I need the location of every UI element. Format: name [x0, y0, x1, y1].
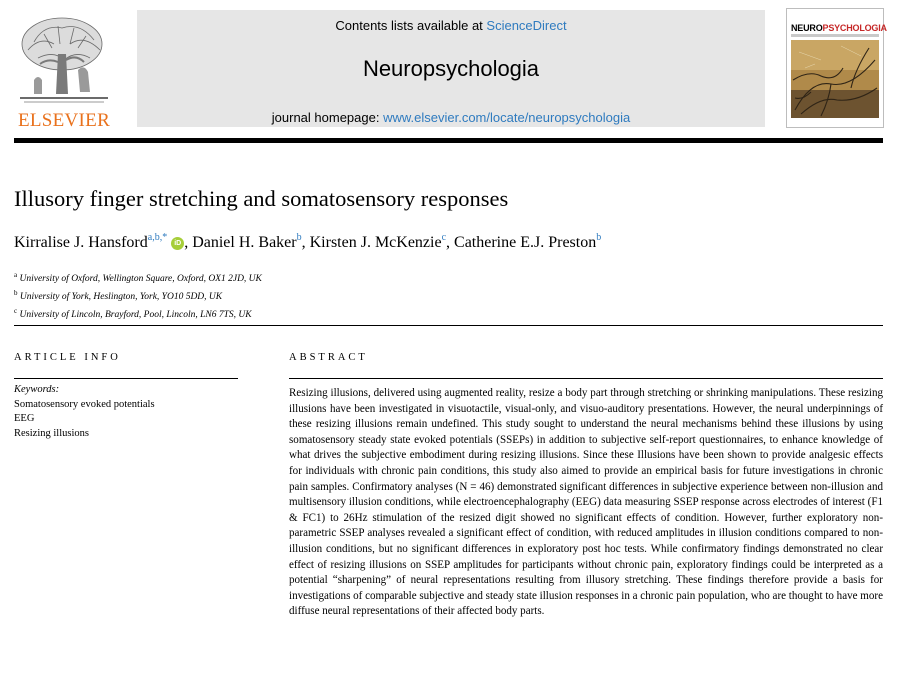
author-name[interactable]: Daniel H. Baker — [192, 234, 297, 251]
affiliation-list — [14, 268, 262, 322]
elsevier-tree-icon — [14, 14, 114, 108]
homepage-line — [137, 110, 765, 125]
article-title: Illusory finger stretching and somatosensory responses — [14, 186, 509, 211]
orcid-icon[interactable]: iD — [171, 237, 184, 250]
keywords-block — [14, 383, 155, 441]
affiliation-marker: a — [14, 271, 18, 279]
affiliation-marker: b — [14, 289, 18, 298]
article-info-rule — [14, 378, 238, 379]
section-rule — [14, 325, 883, 326]
affiliation — [14, 286, 262, 304]
journal-cover[interactable] — [786, 8, 887, 128]
author-affil-marker[interactable]: b — [296, 232, 302, 243]
author-name[interactable]: Catherine E.J. Preston — [454, 234, 597, 251]
affiliation-text: University of Lincoln, Brayford, Pool, Lincoln, LN6 7TS, UK — [19, 310, 252, 321]
journal-banner — [137, 10, 765, 127]
affiliation-text: University of York, Heslington, York, YO10 5DD, UK — [19, 292, 223, 303]
affiliation-marker: c — [14, 307, 18, 316]
header-rule — [14, 138, 883, 143]
cover-image — [791, 40, 879, 118]
elsevier-logo[interactable] — [14, 14, 114, 130]
article-info-heading: ARTICLE INFO — [14, 352, 121, 363]
homepage-prefix: journal homepage: — [271, 110, 384, 125]
affiliation-text: University of Oxford, Wellington Square, Oxford, OX1 2JD, UK — [19, 274, 262, 285]
affiliation — [14, 268, 262, 286]
homepage-link[interactable]: www.elsevier.com/locate/neuropsychologia — [383, 110, 631, 125]
keyword: Resizing illusions — [14, 427, 89, 439]
author-name[interactable]: Kirsten J. McKenzie — [309, 234, 442, 251]
keyword: EEG — [14, 413, 35, 425]
keywords-label: Keywords: — [14, 384, 60, 395]
cover-title-part-b: PSYCHOLOGIA — [822, 23, 887, 33]
author-affil-marker[interactable]: b — [596, 232, 602, 243]
author-affil-marker[interactable]: a,b,* — [147, 232, 168, 243]
contents-line — [137, 18, 765, 33]
author-list: Kirralise J. Hansford$^{a,b,*}$ iD , Daniel H. Baker$^b$, Kirsten J. McKenzie$^c$, Catherine E.J. Preston$^b$ — [14, 232, 602, 251]
keyword: Somatosensory evoked potentials — [14, 398, 155, 410]
author-name[interactable]: Kirralise J. Hansford — [14, 234, 148, 251]
journal-title[interactable]: Neuropsychologia — [362, 56, 540, 81]
abstract-text: Resizing illusions, delivered using augmented reality, resize a body part through stretching or shrinking manipulations. These resizing illusions have been investigated in visuotactile, visual-only, and visuo-auditory presentations. However, the neural underpinnings of these resizing illusions remain undefined. This study sought to understand the neural mechanisms behind these illusions by using somatosensory steady state evoked potentials (SSEPs) in addition to subjective self-report questionnaires, to enhance knowledge of what drives the subjective embodiment during resizing illusions. Since these Illusions have been shown to provide analgesic effects for individuals with chronic pain conditions, this study also aimed to provide an empirical basis for future investigations in chronic pain samples. Confirmatory analyses (N = 46) demonstrated significant differences in subjective experience between non-illusion and multisensory illusion conditions, while electroencephalography (EEG) data measuring SSEP response across electrodes of interest (F1 & FC1) to 26Hz stimulation of the resized digit showed no significant effects of condition. However, further exploratory non-parametric SSEP analyses revealed a significant effect of condition, with reduced amplitudes in illusion conditions compared to non-illusion conditions, but no significant differences in exploratory post hoc tests. While confirmatory findings demonstrated no clear effect of resizing illusions on SSEP amplitudes for participants without chronic pain, exploratory findings could be interpreted as a potential “sharpening” of neural representations resulting from illusory stretching. These findings therefore provide a basis for investigations of comparable subjective and steady state illusion responses in a chronic pain population, who are thought to have more diffuse neural representations of their affected body parts. — [289, 387, 883, 618]
abstract-rule — [289, 378, 883, 379]
publisher-name: ELSEVIER — [17, 110, 111, 131]
cover-subtitle — [791, 34, 879, 37]
cover-title — [791, 23, 887, 33]
abstract-heading: ABSTRACT — [289, 352, 368, 363]
contents-prefix: Contents lists available at — [335, 18, 487, 33]
cover-title-part-a: NEURO — [791, 23, 823, 33]
sciencedirect-link[interactable]: ScienceDirect — [486, 18, 567, 33]
author-affil-marker[interactable]: c — [441, 232, 447, 243]
affiliation — [14, 304, 262, 322]
